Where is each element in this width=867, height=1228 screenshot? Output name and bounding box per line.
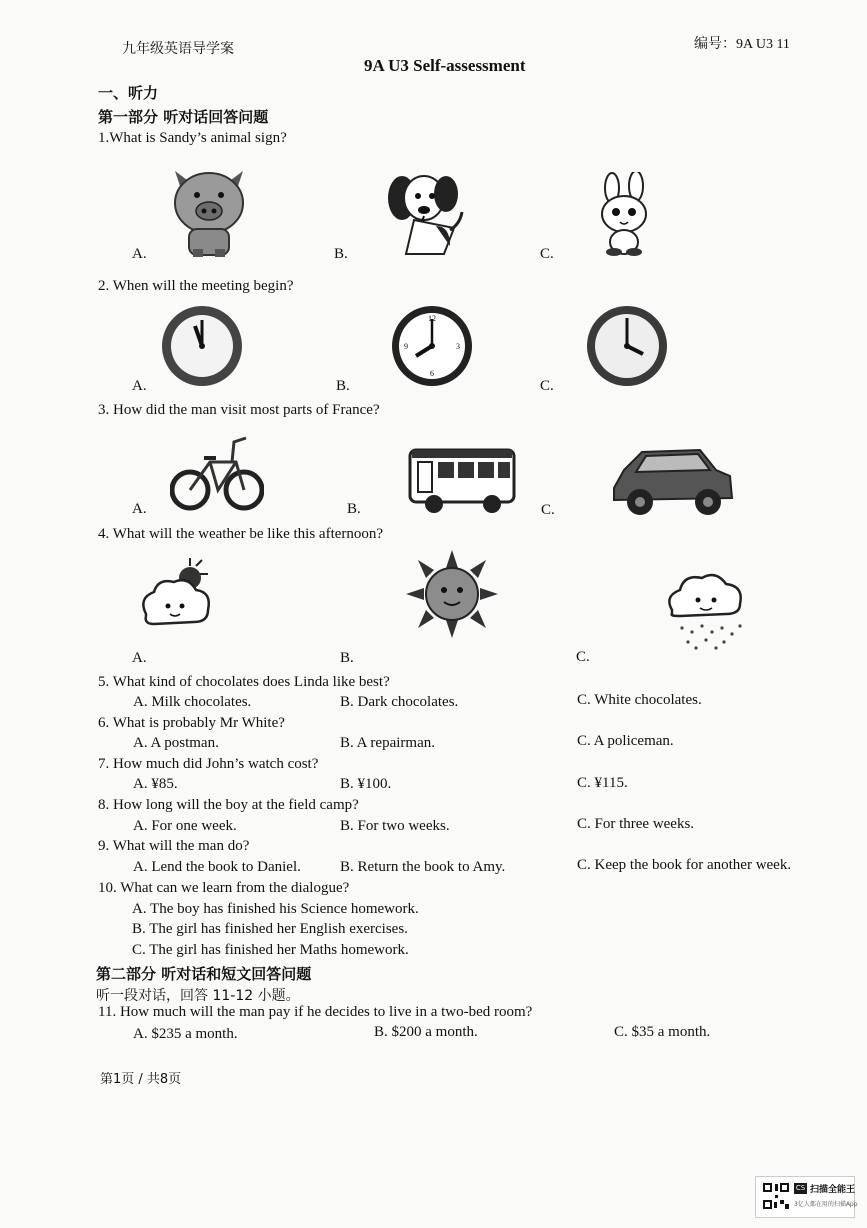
q2-option-c[interactable]: C. xyxy=(540,378,554,394)
q1-option-b[interactable]: B. xyxy=(334,246,348,262)
bus-icon xyxy=(406,446,518,516)
svg-text:12: 12 xyxy=(428,314,436,323)
q6-option-b[interactable]: B. A repairman. xyxy=(340,735,435,751)
header-code-label: 编号： xyxy=(694,36,736,52)
header-code-value: 9A U3 11 xyxy=(736,37,790,52)
badge-subtitle: 3亿人都在用的扫描App xyxy=(794,1201,858,1208)
badge-title: 扫描全能王 xyxy=(810,1185,856,1195)
pig-icon xyxy=(165,163,253,259)
q11-option-a[interactable]: A. $235 a month. xyxy=(133,1026,238,1042)
qr-code-icon xyxy=(762,1182,790,1210)
q2-option-b[interactable]: B. xyxy=(336,378,350,394)
q10-option-b[interactable]: B. The girl has finished her English exercises. xyxy=(132,921,408,937)
header-code xyxy=(694,33,790,53)
q9-option-b[interactable]: B. Return the book to Amy. xyxy=(340,859,506,875)
q1-option-a[interactable]: A. xyxy=(132,246,147,262)
part1-heading: 第一部分 听对话回答问题 xyxy=(98,108,269,126)
q4-option-a[interactable]: A. xyxy=(132,650,147,666)
question-8: 8. How long will the boy at the field camp? xyxy=(98,797,359,813)
page-number: 第1页 / 共8页 xyxy=(100,1072,182,1087)
q1-option-c[interactable]: C. xyxy=(540,246,554,262)
q8-option-c[interactable]: C. For three weeks. xyxy=(577,816,695,832)
question-1: 1.What is Sandy’s animal sign? xyxy=(98,130,287,146)
q2-option-a[interactable]: A. xyxy=(132,378,147,394)
question-2: 2. When will the meeting begin? xyxy=(98,278,294,294)
q5-option-c[interactable]: C. White chocolates. xyxy=(577,692,702,708)
cloudy-icon xyxy=(136,552,216,638)
svg-text:6: 6 xyxy=(430,369,434,378)
svg-text:9: 9 xyxy=(404,342,408,351)
q6-option-a[interactable]: A. A postman. xyxy=(133,735,219,751)
question-10: 10. What can we learn from the dialogue? xyxy=(98,880,350,896)
car-icon xyxy=(608,440,736,522)
q4-option-b[interactable]: B. xyxy=(340,650,354,666)
question-3: 3. How did the man visit most parts of France? xyxy=(98,402,380,418)
q11-option-c[interactable]: C. $35 a month. xyxy=(614,1024,711,1040)
rabbit-icon xyxy=(590,172,660,258)
part2-heading: 第二部分 听对话和短文回答问题 xyxy=(96,965,312,983)
q5-option-b[interactable]: B. Dark chocolates. xyxy=(340,694,459,710)
question-5: 5. What kind of chocolates does Linda like best? xyxy=(98,674,390,690)
section-heading: 一、听力 xyxy=(98,84,159,102)
question-9: 9. What will the man do? xyxy=(98,838,250,854)
svg-text:3: 3 xyxy=(456,342,460,351)
q3-option-c[interactable]: C. xyxy=(541,502,555,518)
clock-icon xyxy=(390,304,474,388)
q3-option-a[interactable]: A. xyxy=(132,501,147,517)
q4-option-c[interactable]: C. xyxy=(576,649,590,665)
q6-option-c[interactable]: C. A policeman. xyxy=(577,733,674,749)
q10-option-c[interactable]: C. The girl has finished her Maths homework. xyxy=(132,942,409,958)
question-11: 11. How much will the man pay if he decides to live in a two-bed room? xyxy=(98,1004,533,1020)
dog-icon xyxy=(384,168,466,260)
header-course-label: 九年级英语导学案 xyxy=(122,41,234,57)
q9-option-a[interactable]: A. Lend the book to Daniel. xyxy=(133,859,301,875)
question-6: 6. What is probably Mr White? xyxy=(98,715,285,731)
bicycle-icon xyxy=(170,428,264,518)
q3-option-b[interactable]: B. xyxy=(347,501,361,517)
scanner-badge xyxy=(755,1176,858,1218)
part2-instruction: 听一段对话，回答 11-12 小题。 xyxy=(96,988,300,1004)
q7-option-b[interactable]: B. ¥100. xyxy=(340,776,392,792)
question-4: 4. What will the weather be like this afternoon? xyxy=(98,526,384,542)
sunny-icon xyxy=(404,548,500,640)
q11-option-b[interactable]: B. $200 a month. xyxy=(374,1024,478,1040)
q8-option-a[interactable]: A. For one week. xyxy=(133,818,237,834)
q10-option-a[interactable]: A. The boy has finished his Science homework. xyxy=(132,901,419,917)
page-title: 9A U3 Self-assessment xyxy=(364,56,526,75)
q8-option-b[interactable]: B. For two weeks. xyxy=(340,818,450,834)
rainy-icon xyxy=(662,568,752,652)
q5-option-a[interactable]: A. Milk chocolates. xyxy=(133,694,252,710)
q7-option-c[interactable]: C. ¥115. xyxy=(577,775,628,791)
clock-icon xyxy=(160,304,244,388)
question-7: 7. How much did John’s watch cost? xyxy=(98,756,319,772)
cs-logo: CS xyxy=(795,1184,806,1192)
clock-icon xyxy=(585,304,669,388)
q9-option-c[interactable]: C. Keep the book for another week. xyxy=(577,857,792,873)
q7-option-a[interactable]: A. ¥85. xyxy=(133,776,178,792)
